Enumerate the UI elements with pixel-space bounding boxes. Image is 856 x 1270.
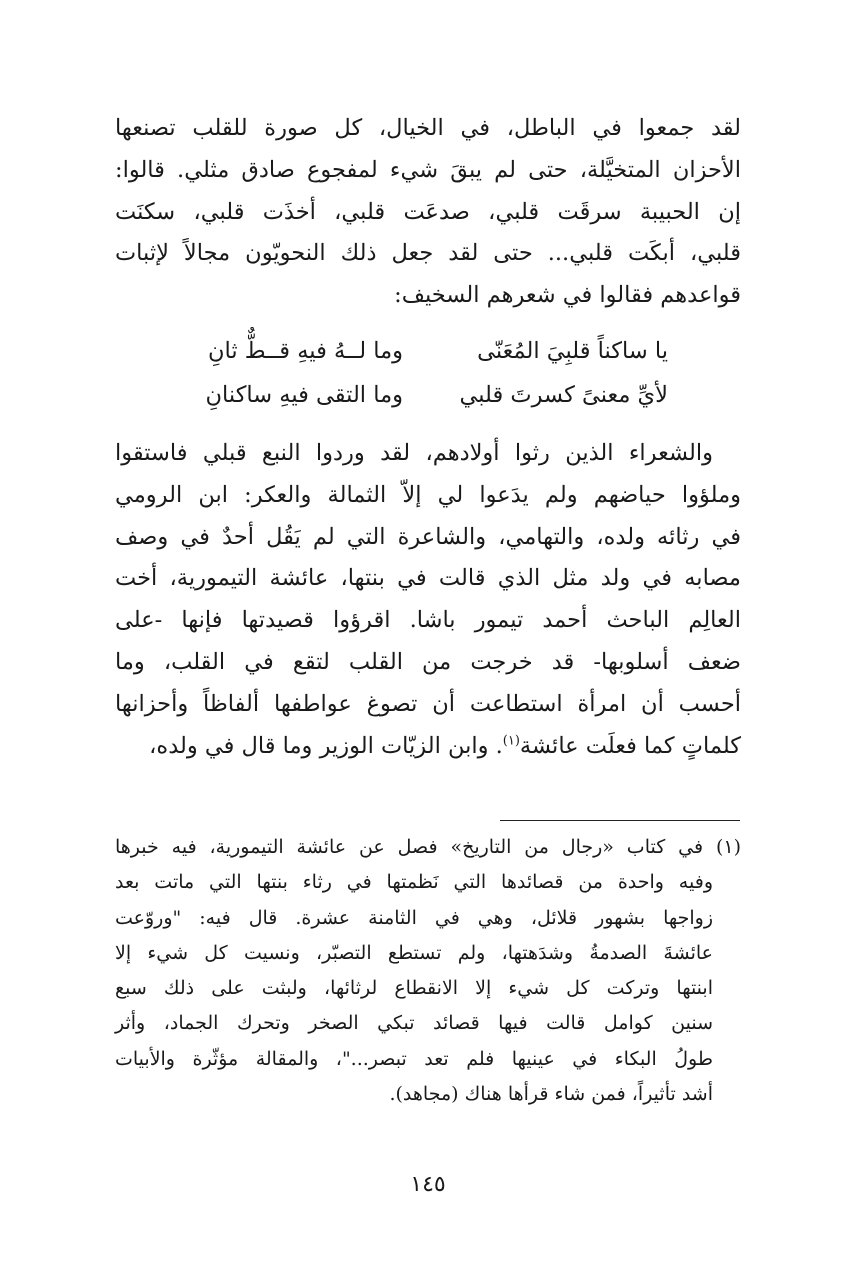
footnote-line: ابنتها وتركت كل شيء إلا الانقطاع لرثائها، ولبثت على ذلك سبع bbox=[115, 977, 713, 1000]
text-segment: . وابن الزيّات الوزير وما قال في ولده، bbox=[149, 732, 503, 759]
text-line bbox=[115, 726, 741, 768]
text-line: قلبي، أبكَت قلبي... حتى لقد جعل ذلك النحويّون مجالاً لإثبات bbox=[115, 240, 741, 267]
text-line: مصابه في ولد مثل الذي قالت في بنتها، عائشة التيمورية، أخت bbox=[115, 565, 741, 592]
text-line: لقد جمعوا في الباطل، في الخيال، كل صورة للقلب تصنعها bbox=[115, 115, 741, 141]
page-number: ١٤٥ bbox=[410, 1172, 446, 1197]
poem bbox=[115, 329, 741, 417]
text-line: وملؤوا حياضهم ولم يدَعوا لي إلاّ الثمالة والعكر: ابن الرومي bbox=[115, 481, 741, 508]
poem-second-hemistich: وما لــهُ فيهِ قــطٌّ ثانِ bbox=[207, 337, 403, 364]
footnote-line: زواجها بشهور قلائل، وهي في الثامنة عشرة. قال فيه: "وروّعت bbox=[115, 906, 713, 929]
poem-verse bbox=[115, 329, 741, 373]
text-line: أحسب أن امرأة استطاعت أن تصوغ عواطفها ألفاظاً وأحزانها bbox=[115, 690, 741, 717]
paragraph-1 bbox=[115, 108, 741, 317]
footnote-line: سنين كوامل قالت فيها قصائد تبكي الصخر وتحرك الجماد، وأثر bbox=[115, 1012, 713, 1035]
text-line: في رثائه ولده، والتهامي، والشاعرة التي لم يَقُل أحدٌ في وصف bbox=[115, 523, 741, 550]
footnote-line: (١) في كتاب «رجال من التاريخ» فصل عن عائشة التيمورية، فيه خبرها bbox=[115, 836, 741, 858]
footnote-line: وفيه واحدة من قصائدها التي نَظمتها في رثاء بنتها التي ماتت بعد bbox=[115, 871, 713, 894]
footnote-line: أشد تأثيراً، فمن شاء قرأها هناك (مجاهد). bbox=[389, 1083, 713, 1106]
footnote-line: عائشةَ الصدمةُ وشدَهتها، ولم تستطع التصبّر، ونسيت كل شيء إلا bbox=[115, 941, 713, 964]
poem-first-hemistich: يا ساكناً قلبِيَ المُعَنّى bbox=[477, 337, 668, 364]
footnote bbox=[115, 830, 741, 1112]
footnote-reference[interactable]: (١) bbox=[502, 733, 520, 749]
main-text bbox=[115, 108, 741, 767]
text-segment: كلماتٍ كما فعلَت عائشة bbox=[519, 732, 741, 759]
text-line: الأحزان المتخيَّلة، حتى لم يبقَ شيء لمفجوع صادق مثلي. قالوا: bbox=[115, 156, 741, 183]
paragraph-2 bbox=[115, 433, 741, 767]
text-line: والشعراء الذين رثوا أولادهم، لقد وردوا النبع قبلي فاستقوا bbox=[115, 439, 713, 466]
poem-first-hemistich: لأيِّ معنىً كسرتَ قلبي bbox=[459, 381, 668, 408]
text-line: إن الحبيبة سرقَت قلبي، صدعَت قلبي، أخذَت قلبي، سكنَت bbox=[115, 198, 741, 225]
footnote-line: طولُ البكاء في عينيها فلم تعد تبصر..."، والمقالة مؤثّرة والأبيات bbox=[115, 1047, 713, 1070]
text-line: ضعف أسلوبها- قد خرجت من القلب لتقع في القلب، وما bbox=[115, 648, 741, 675]
footnote-separator bbox=[500, 820, 740, 821]
poem-verse bbox=[115, 373, 741, 417]
text-line: العالِم الباحث أحمد تيمور باشا. اقرؤوا قصيدتها فإنها -على bbox=[115, 607, 741, 634]
poem-second-hemistich: وما التقى فيهِ ساكنانِ bbox=[205, 381, 403, 408]
text-line: قواعدهم فقالوا في شعرهم السخيف: bbox=[394, 282, 741, 309]
